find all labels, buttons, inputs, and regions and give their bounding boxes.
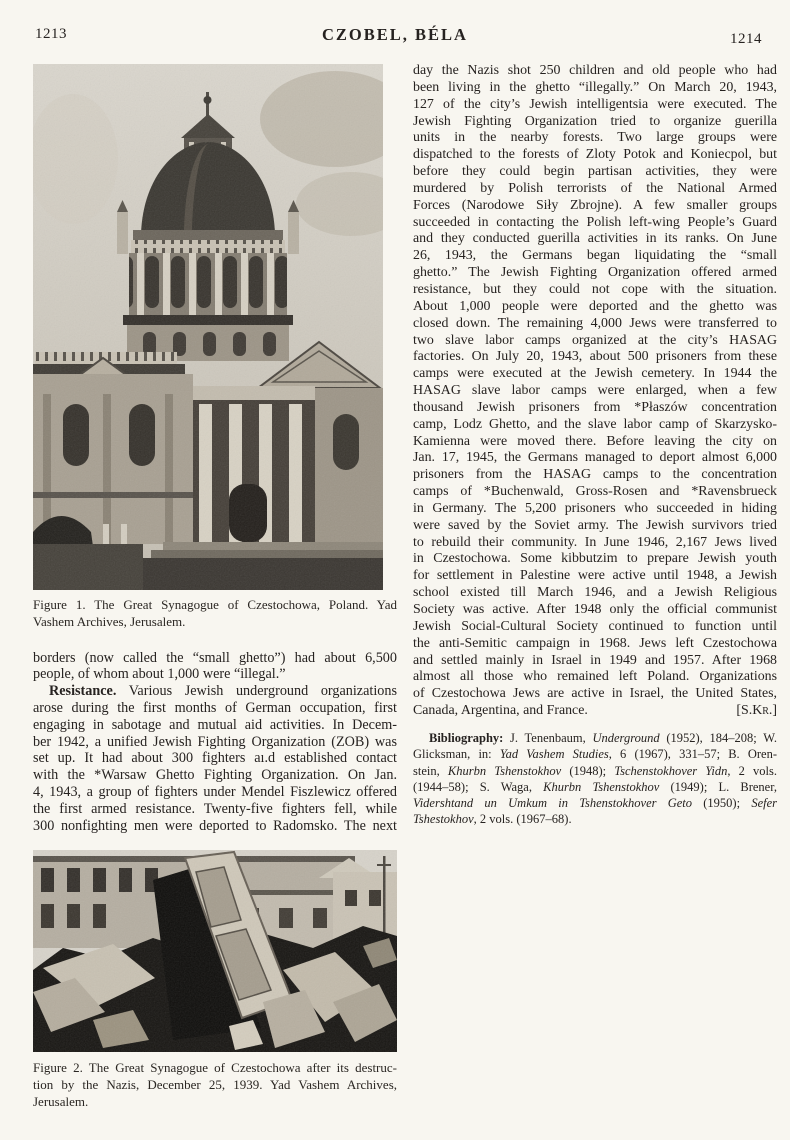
- text-line: resistance, but they could not cope with the situation.: [413, 281, 777, 297]
- text-line: the anti-Semitic campaign in 1968. Jews left Czestochowa: [413, 635, 777, 651]
- text-line: Society was active. After 1948 only the official communist: [413, 602, 777, 617]
- text-line: Jan. 17, 1945, the Germans managed to deport almost 6,000: [413, 450, 777, 466]
- text-line: thousand Jewish prisoners from *Płaszów concentration: [413, 399, 777, 415]
- figure-2: [33, 850, 397, 1110]
- text-line: school existed till March 1946, and a Jewish Religious: [413, 585, 777, 601]
- text-line: dispatched to the forests of Zloty Potok and Koniecpol, but: [413, 147, 777, 163]
- text-line: closed down. The remaining 4,000 Jews were transferred to: [413, 315, 777, 331]
- figure-1-caption: [33, 597, 397, 631]
- text-line: 4, 1943, a group of fighters under Mendel Fiszlewicz offered: [33, 783, 397, 800]
- text-line: and they conducted guerilla activities in its ranks. On June: [413, 231, 777, 247]
- text-line: Jerusalem.: [33, 1093, 89, 1109]
- text-line: in Germany. The 5,200 prisoners who succeeded in hiding: [413, 500, 777, 516]
- text-line: day the Nazis shot 250 children and old people who had: [413, 63, 777, 78]
- text-line: ghetto.” The Jewish Fighting Organization offered armed: [413, 265, 777, 281]
- page-number-right: 1214: [730, 31, 762, 47]
- text-line: for settlement in Palestine were active until 1948, a Jewish: [413, 568, 777, 584]
- text-line: people, of whom about 1,000 were “illegal.”: [33, 666, 286, 683]
- ruins-photo: [33, 850, 397, 1052]
- text-line: Glicksman, in: Yad Vashem Studies, 6 (1967), 331–57; B. Oren-: [413, 747, 777, 762]
- text-line: been living in the ghetto “illegally.” On March 20, 1943,: [413, 79, 777, 95]
- text-line: 300 nonfighting men were deported to Radomsko. The next: [33, 817, 397, 834]
- text-line: About 1,000 people were deported and the ghetto was: [413, 298, 777, 314]
- figure-2-caption: [33, 1060, 397, 1110]
- text-line: Jewish Fighting Organization tried to organize guerilla: [413, 113, 777, 129]
- right-column: [413, 62, 777, 828]
- bibliography: [413, 730, 777, 828]
- text-line: (1944–58); S. Waga, Khurbn Tshenstokhov (1949); L. Brener,: [413, 779, 777, 794]
- text-line: factories. On July 20, 1943, about 500 prisoners from these: [413, 349, 777, 365]
- text-line: in Czestochowa. Some kibbutzim to prepare Jewish youth: [413, 551, 777, 567]
- text-line: Figure 1. The Great Synagogue of Czestochowa, Poland. Yad: [33, 597, 397, 612]
- text-line: two slave labor camps organized at the city’s HASAG: [413, 332, 777, 348]
- text-line: murdered by Polish terrorists of the National Armed: [413, 180, 777, 196]
- text-line: of Czestochowa Jews are active in Israel, the United States,: [413, 686, 777, 702]
- text-line: HASAG slave labor camps were enlarged, when a few: [413, 383, 777, 399]
- text-line: before they could begin partisan activities, they were: [413, 164, 777, 180]
- text-line: were saved by the Soviet army. The Jewish survivors tried: [413, 517, 777, 533]
- left-column-text: [33, 650, 397, 835]
- text-line: units in the nearby forests. Two large groups were: [413, 130, 777, 146]
- text-line: with the *Warsaw Ghetto Fighting Organization. On Jan.: [33, 767, 397, 784]
- text-line: camps were executed at the Jewish cemetery. In 1944 the: [413, 366, 777, 382]
- text-line: Tshestokhov, 2 vols. (1967–68).: [413, 812, 572, 827]
- text-line: stein, Khurbn Tshenstokhov (1948); Tschenstokhover Yidn, 2 vols.: [413, 763, 777, 778]
- text-line: Forces (Narodowe Siły Zbrojne). A few smaller groups: [413, 197, 777, 213]
- text-line: camp, Lodz Ghetto, and the slave labor camp of Skarzysko-: [413, 416, 777, 432]
- synagogue-photo: [33, 64, 383, 590]
- text-line: prisoners from the HASAG camps to the concentration: [413, 467, 777, 483]
- figure-1: [33, 64, 397, 631]
- text-line: Jewish Social-Cultural Society continued to function until: [413, 618, 777, 634]
- text-line: 127 of the city’s Jewish intelligentsia were executed. The: [413, 96, 777, 112]
- text-line: Figure 2. The Great Synagogue of Czestochowa after its destruc-: [33, 1060, 397, 1076]
- text-line: borders (now called the “small ghetto”) had about 6,500: [33, 649, 397, 666]
- text-line: Bibliography: J. Tenenbaum, Underground (1952), 184–208; W.: [429, 730, 777, 745]
- text-line: camps of *Buchenwald, Gross-Rosen and *Ravensbrueck: [413, 484, 777, 500]
- text-line: almost all those who remained left Poland. Organizations: [413, 669, 777, 685]
- text-line: to rebuild their community. In June 1946, 2,167 Jews lived: [413, 534, 777, 550]
- text-line: ber 1942, a unified Jewish Fighting Organization (ZOB) was: [33, 733, 397, 750]
- text-line: and settled mainly in Israel in 1949 and 1957. After 1968: [413, 652, 777, 668]
- text-line: arose during the first months of German occupation, first: [33, 699, 397, 716]
- left-column: [33, 62, 397, 1111]
- text-line: set up. It had about 300 fighters aı.d established contact: [33, 750, 397, 767]
- text-line: Vashem Archives, Jerusalem.: [33, 613, 186, 629]
- text-line: Resistance. Various Jewish underground organizations: [49, 683, 397, 700]
- running-head: CZOBEL, BÉLA: [322, 25, 468, 44]
- text-line: Canada, Argentina, and France. [S.Kr.]: [413, 703, 777, 719]
- text-line: engaging in sabotage and mutual aid activities. In Decem-: [33, 716, 397, 733]
- right-column-text: [413, 62, 777, 720]
- text-line: tion by the Nazis, December 25, 1939. Yad Vashem Archives,: [33, 1077, 397, 1093]
- page-number-left: 1213: [35, 26, 67, 42]
- text-line: succeeded in contacting the Polish left-wing People’s Guard: [413, 214, 777, 230]
- text-line: the first armed resistance. Twenty-five fighters fell, while: [33, 800, 397, 817]
- text-line: 26, 1943, the Germans began liquidating the “small: [413, 248, 777, 264]
- text-line: Kamienna were moved there. Before leaving the city on: [413, 433, 777, 449]
- text-line: Vidershtand un Umkum in Tshenstokhover Geto (1950); Sefer: [413, 796, 777, 811]
